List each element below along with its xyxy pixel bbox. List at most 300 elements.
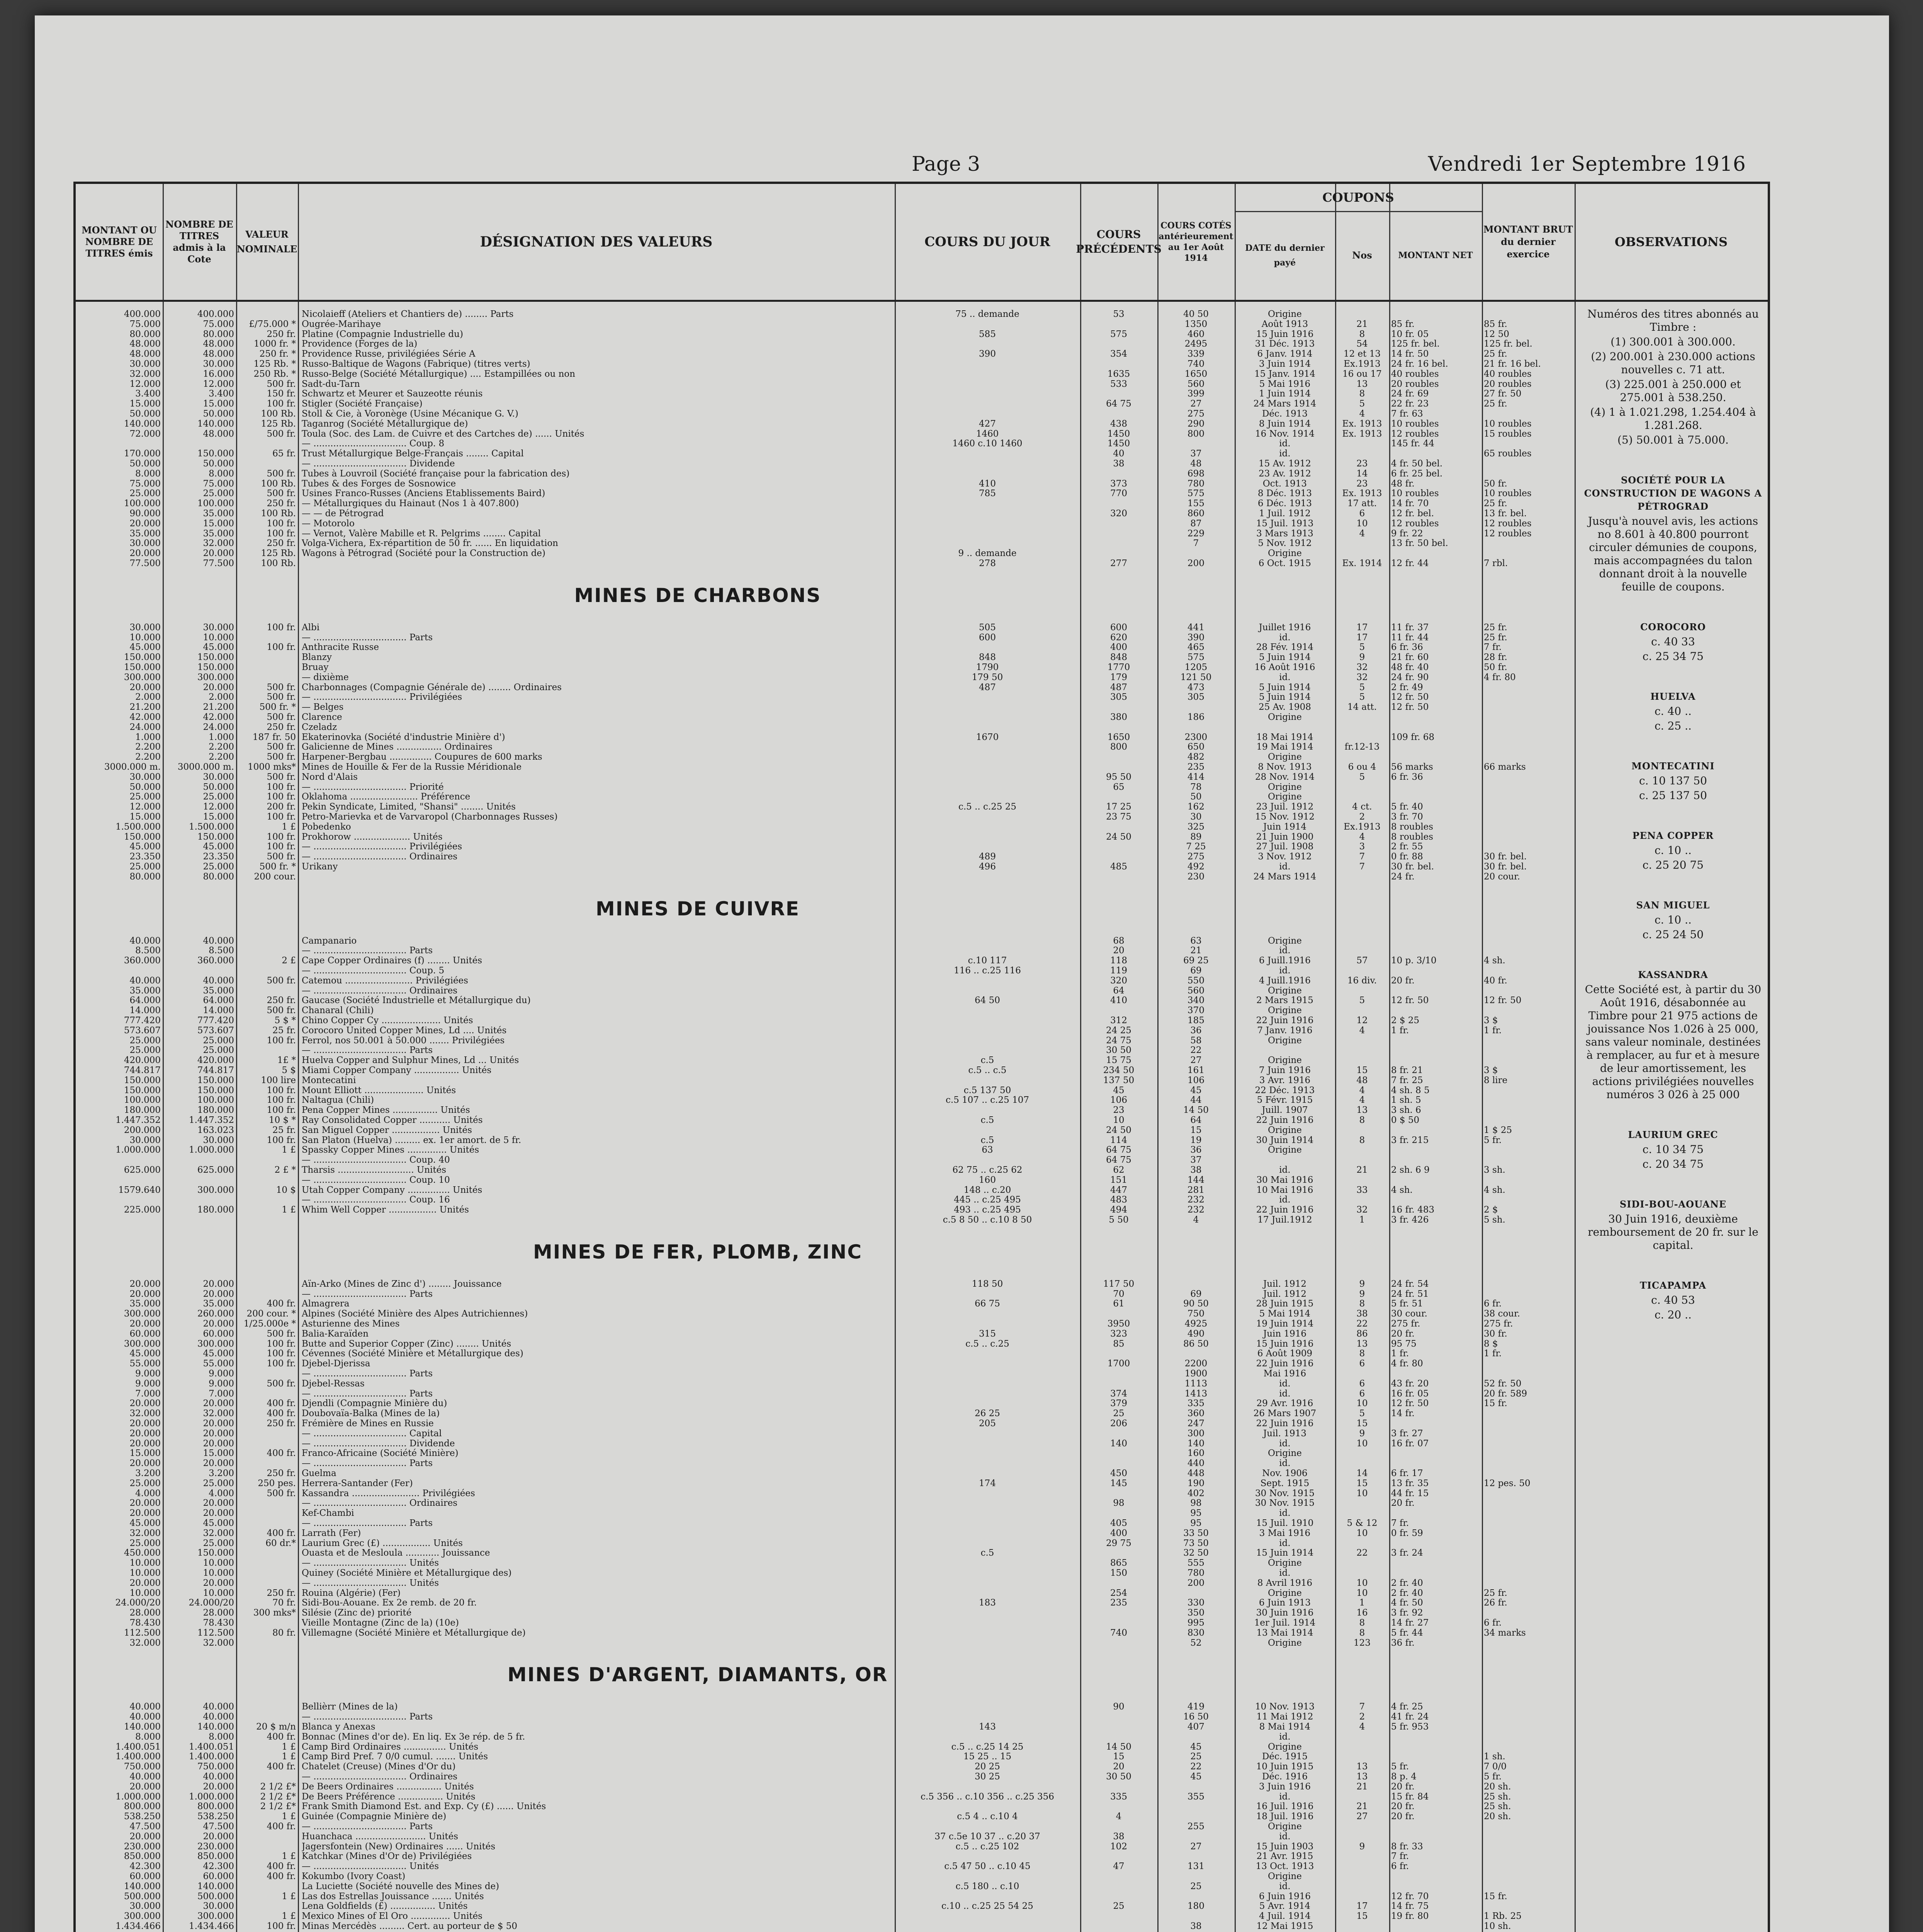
- observation-text: 30 Juin 1916, deuxième remboursement de 20 fr. sur le capital.: [1588, 1213, 1758, 1252]
- cell-designation: Silésie (Zinc de) priorité: [302, 1608, 412, 1618]
- cell-cours-anterieur: 780: [1187, 1568, 1204, 1578]
- table-row: [76, 1812, 1768, 1821]
- cell-date-paye: 5 Avr. 1914: [1259, 1901, 1311, 1912]
- cell-valeur: 500 fr.: [267, 1006, 296, 1016]
- cell-date-paye: 22 Déc. 1913: [1255, 1085, 1315, 1095]
- cell-date-paye: 30 Nov. 1915: [1255, 1488, 1315, 1498]
- cell-date-paye: 5 Mai 1914: [1259, 1309, 1311, 1319]
- cell-cours-anterieur: 37: [1190, 1155, 1202, 1165]
- cell-nombre: 20.000: [203, 1782, 234, 1792]
- cell-cours-precedent: 575: [1110, 329, 1127, 339]
- cell-nombre: 14.000: [203, 1006, 234, 1016]
- cell-cours-anterieur: 106: [1187, 1075, 1204, 1085]
- cell-montant-net: 1 fr.: [1391, 1349, 1409, 1359]
- cell-cours-precedent: 234 50: [1103, 1066, 1135, 1075]
- cell-cours-anterieur: 860: [1187, 509, 1204, 519]
- cell-cours-jour: c.5 .. c.5: [968, 1066, 1007, 1075]
- cell-cours-anterieur: 131: [1187, 1862, 1204, 1872]
- cell-numero: 8: [1359, 1135, 1365, 1145]
- cell-montant: 21.200: [129, 702, 161, 713]
- observation-heading: SOCIÉTÉ POUR LA CONSTRUCTION DE WAGONS A PÉTROGRAD: [1584, 474, 1762, 512]
- cell-designation: — Vernot, Valère Mabille et R. Pelgrims ........ Capital: [302, 529, 541, 539]
- cell-cours-anterieur: 73 50: [1183, 1538, 1209, 1548]
- table-row: [76, 519, 1768, 529]
- cell-cours-anterieur: 36: [1190, 1026, 1202, 1036]
- cell-cours-precedent: 40: [1113, 449, 1125, 459]
- cell-montant-net: 8 roubles: [1391, 832, 1434, 842]
- cell-cours-precedent: 450: [1110, 1469, 1127, 1478]
- cell-date-paye: Nov. 1906: [1262, 1469, 1308, 1478]
- cell-montant-net: 48 fr. 40: [1391, 663, 1429, 672]
- cell-cours-anterieur: 27: [1190, 399, 1202, 409]
- cell-valeur: 100 fr.: [267, 1105, 296, 1116]
- cell-montant: 75.000: [129, 319, 161, 329]
- cell-cours-anterieur: 355: [1187, 1792, 1204, 1802]
- cell-cours-precedent: 206: [1110, 1419, 1127, 1429]
- cell-date-paye: Origine: [1268, 1006, 1302, 1016]
- cell-montant: 80.000: [129, 872, 161, 882]
- cell-valeur: 500 fr.: [267, 976, 296, 986]
- cell-cours-anterieur: 162: [1187, 802, 1204, 812]
- cell-cours-jour: c.5 4 .. c.10 4: [957, 1812, 1018, 1822]
- cell-nombre: 163.023: [197, 1125, 234, 1135]
- cell-montant-brut: 20 cour.: [1484, 872, 1520, 882]
- cell-cours-precedent: 179: [1110, 672, 1127, 682]
- cell-montant: 20.000: [129, 1439, 161, 1449]
- cell-montant: 30.000: [129, 1135, 161, 1145]
- cell-numero: 10: [1356, 1399, 1368, 1409]
- cell-cours-precedent: 865: [1110, 1558, 1127, 1568]
- cell-designation: Taganrog (Société Métallurgique de): [302, 419, 468, 429]
- cell-nombre: 100.000: [197, 1095, 234, 1105]
- cell-montant: 400.000: [124, 310, 161, 319]
- cell-cours-precedent: 102: [1110, 1842, 1127, 1852]
- table-row: [76, 1309, 1768, 1319]
- table-body: [76, 302, 1768, 1932]
- table-row: [76, 1136, 1768, 1145]
- cell-designation: Sidi-Bou-Aouane. Ex 2e remb. de 20 fr.: [302, 1598, 477, 1608]
- cell-cours-jour: 205: [979, 1419, 996, 1429]
- cell-date-paye: 23 Juil. 1912: [1256, 802, 1314, 812]
- observation-text: c. 40 ..: [1655, 705, 1692, 718]
- observation-heading: HUELVA: [1650, 691, 1696, 702]
- table-row: [76, 1459, 1768, 1468]
- table-row: [76, 439, 1768, 449]
- cell-montant: 1.000.000: [115, 1145, 161, 1155]
- cell-date-paye: id.: [1279, 1195, 1291, 1205]
- cell-cours-jour: c.5 .. c.25 102: [955, 1842, 1019, 1852]
- cell-valeur: 400 fr.: [267, 1399, 296, 1409]
- cell-montant-net: 20 fr.: [1391, 1812, 1415, 1822]
- cell-montant: 777.420: [124, 1016, 161, 1026]
- cell-valeur: 1000 mks*: [248, 762, 296, 772]
- cell-nombre: 50.000: [203, 459, 234, 469]
- cell-designation: — ................................. Parts: [302, 1046, 433, 1056]
- cell-cours-precedent: 64 75: [1106, 1145, 1131, 1155]
- cell-numero: 17: [1356, 1901, 1368, 1912]
- cell-cours-jour: 15 25 .. 15: [963, 1752, 1012, 1762]
- cell-cours-jour: 315: [979, 1329, 996, 1339]
- cell-nombre: 30.000: [203, 359, 234, 369]
- cell-designation: Kokumbo (Ivory Coast): [302, 1872, 406, 1881]
- cell-montant: 15.000: [129, 1449, 161, 1459]
- cell-montant: 75.000: [129, 479, 161, 489]
- cell-nombre: 260.000: [197, 1309, 234, 1319]
- table-row: [76, 966, 1768, 976]
- cell-montant-net: 8 p. 4: [1391, 1772, 1417, 1782]
- cell-cours-jour: c.5 47 50 .. c.10 45: [944, 1862, 1031, 1872]
- cell-montant: 800.000: [124, 1802, 161, 1812]
- cell-cours-jour: 26 25: [975, 1409, 1000, 1419]
- cell-valeur: 100 fr.: [267, 1095, 296, 1105]
- cell-date-paye: 15 Juin 1916: [1256, 1339, 1314, 1349]
- cell-designation: Frémière de Mines en Russie: [302, 1419, 434, 1429]
- observation-text: (2) 200.001 à 230.000 actions nouvelles c. 71 att.: [1591, 350, 1755, 376]
- cell-cours-anterieur: 419: [1187, 1702, 1204, 1712]
- cell-cours-anterieur: 232: [1187, 1195, 1204, 1205]
- observation-text: c. 20 ..: [1655, 1308, 1692, 1321]
- cell-cours-anterieur: 121 50: [1180, 672, 1212, 682]
- cell-numero: 32: [1356, 672, 1368, 682]
- cell-numero: 9: [1359, 653, 1365, 663]
- cell-cours-anterieur: 275: [1187, 409, 1204, 419]
- cell-date-paye: 16 Nov. 1914: [1255, 429, 1315, 439]
- cell-montant: 300.000: [124, 1912, 161, 1922]
- cell-valeur: 100 fr.: [267, 792, 296, 802]
- cell-numero: 32: [1356, 663, 1368, 672]
- cell-montant-net: 12 roubles: [1391, 519, 1439, 529]
- cell-valeur: 500 fr.: [267, 1488, 296, 1498]
- cell-numero: 86: [1356, 1329, 1368, 1339]
- cell-montant-net: 275 fr.: [1391, 1319, 1420, 1329]
- cell-valeur: 250 fr.: [267, 1469, 296, 1478]
- cell-date-paye: 7 Juin 1916: [1259, 1066, 1311, 1075]
- cell-designation: Tharsis ........................... Unités: [302, 1165, 447, 1175]
- cell-nombre: 24.000: [203, 722, 234, 732]
- cell-montant: 20.000: [129, 682, 161, 692]
- cell-montant-net: 20 fr.: [1391, 1329, 1415, 1339]
- cell-montant-brut: 40 fr.: [1484, 976, 1507, 986]
- cell-cours-precedent: 119: [1110, 966, 1127, 976]
- table-row: [76, 1026, 1768, 1036]
- cell-cours-precedent: 65: [1113, 782, 1125, 792]
- cell-cours-precedent: 848: [1110, 653, 1127, 663]
- cell-date-paye: 18 Juil. 1916: [1256, 1812, 1314, 1822]
- cell-nombre: 420.000: [197, 1056, 234, 1066]
- cell-montant: 48.000: [129, 339, 161, 349]
- cell-montant: 25.000: [129, 1478, 161, 1488]
- cell-date-paye: 3 Juin 1916: [1259, 1782, 1311, 1792]
- cell-valeur: £/75.000 *: [249, 319, 296, 329]
- table-row: [76, 1539, 1768, 1548]
- cell-cours-jour: 1460 c.10 1460: [952, 439, 1023, 449]
- cell-designation: Mines de Houille & Fer de la Russie Méridionale: [302, 762, 522, 772]
- cell-date-paye: id.: [1279, 862, 1291, 872]
- cell-montant-net: 36 fr.: [1391, 1638, 1415, 1648]
- table-row: [76, 1509, 1768, 1518]
- cell-designation: Guinée (Compagnie Minière de): [302, 1812, 447, 1822]
- cell-numero: 22: [1356, 1548, 1368, 1558]
- page-date: Vendredi 1er Septembre 1916: [1428, 153, 1746, 176]
- cell-valeur: 100 fr.: [267, 1922, 296, 1931]
- cell-montant-net: 85 fr.: [1391, 319, 1415, 329]
- observation-heading: LAURIUM GREC: [1628, 1129, 1718, 1140]
- cell-designation: Huelva Copper and Sulphur Mines, Ld ... Unités: [302, 1056, 519, 1066]
- cell-designation: Schwartz et Meurer et Sauzeotte réunis: [302, 389, 483, 399]
- cell-designation: Providence (Forges de la): [302, 339, 418, 349]
- cell-montant-net: 8 roubles: [1391, 822, 1434, 832]
- cell-montant-net: 7 fr.: [1391, 1852, 1409, 1862]
- cell-designation: Charbonnages (Compagnie Générale de) ........ Ordinaires: [302, 682, 562, 692]
- cell-cours-anterieur: 69: [1190, 966, 1202, 976]
- cell-designation: Kassandra ........................ Privilégiées: [302, 1488, 475, 1498]
- cell-valeur: 100 fr.: [267, 519, 296, 529]
- cell-cours-precedent: 90: [1113, 1702, 1125, 1712]
- cell-valeur: 500 fr.: [267, 1329, 296, 1339]
- cell-cours-precedent: 335: [1110, 1792, 1127, 1802]
- cell-cours-precedent: 483: [1110, 1195, 1127, 1205]
- cell-cours-anterieur: 52: [1190, 1638, 1202, 1648]
- cell-montant-brut: 12 50: [1484, 329, 1509, 339]
- cell-nombre: 2.200: [209, 752, 234, 762]
- cell-montant-brut: 25 fr.: [1484, 349, 1507, 359]
- table-row: [76, 1419, 1768, 1429]
- cell-valeur: 500 fr.: [267, 1379, 296, 1389]
- cell-montant-net: 30 fr. bel.: [1391, 862, 1434, 872]
- cell-numero: 5: [1359, 692, 1365, 702]
- cell-date-paye: 15 Juil. 1913: [1256, 519, 1314, 529]
- cell-date-paye: 5 Juin 1914: [1259, 692, 1311, 702]
- cell-nombre: 20.000: [203, 1509, 234, 1519]
- cell-montant: 80.000: [129, 329, 161, 339]
- cell-date-paye: id.: [1279, 1881, 1291, 1891]
- table-row: [76, 399, 1768, 409]
- cell-montant: 45.000: [129, 1349, 161, 1359]
- cell-designation: — ................................. Parts: [302, 946, 433, 956]
- cell-designation: Chino Copper Cy ..................... Unités: [302, 1016, 473, 1026]
- table-row: [76, 1205, 1768, 1215]
- cell-montant: 8.500: [135, 946, 161, 956]
- cell-nombre: 150.000: [197, 1075, 234, 1085]
- table-row: [76, 852, 1768, 862]
- cell-designation: Bruay: [302, 663, 329, 672]
- cell-montant: 180.000: [124, 1105, 161, 1116]
- cell-montant: 150.000: [124, 1085, 161, 1095]
- cell-montant-net: 5 fr. 51: [1391, 1299, 1423, 1309]
- cell-nombre: 80.000: [203, 329, 234, 339]
- cell-montant-brut: 5 sh.: [1484, 1215, 1505, 1225]
- cell-montant-brut: 20 sh.: [1484, 1812, 1511, 1822]
- cell-designation: Ougrée-Marihaye: [302, 319, 381, 329]
- cell-designation: Urikany: [302, 862, 338, 872]
- cell-cours-precedent: 47: [1113, 1862, 1125, 1872]
- cell-cours-precedent: 117 50: [1103, 1279, 1135, 1289]
- cell-montant: 23.350: [129, 852, 161, 862]
- cell-designation: Laurium Grec (£) ................. Unités: [302, 1538, 463, 1548]
- cell-montant: 90.000: [129, 509, 161, 519]
- cell-cours-anterieur: 95: [1190, 1519, 1202, 1528]
- section-heading: MINES DE CUIVRE: [595, 897, 800, 920]
- cell-nombre: 50.000: [203, 782, 234, 792]
- cell-valeur: 100 fr.: [267, 842, 296, 852]
- cell-montant: 750.000: [124, 1762, 161, 1772]
- table-row: [76, 956, 1768, 966]
- cell-nombre: 8.000: [209, 1732, 234, 1742]
- cell-cours-precedent: 20: [1113, 1762, 1125, 1772]
- table-row: [76, 1116, 1768, 1125]
- table-row: [76, 1922, 1768, 1931]
- cell-cours-precedent: 354: [1110, 349, 1127, 359]
- cell-montant-net: 24 fr. 90: [1391, 672, 1429, 682]
- cell-nombre: 16.000: [203, 369, 234, 379]
- cell-cours-anterieur: 402: [1187, 1488, 1204, 1498]
- observation-text: (1) 300.001 à 300.000.: [1610, 335, 1736, 348]
- cell-nombre: 777.420: [197, 1016, 234, 1026]
- cell-cours-anterieur: 185: [1187, 1016, 1204, 1026]
- cell-montant-brut: 21 fr. 16 bel.: [1484, 359, 1541, 369]
- cell-montant: 10.000: [129, 1558, 161, 1568]
- cell-date-paye: Origine: [1268, 1145, 1302, 1155]
- cell-designation: — ................................. Parts: [302, 1369, 433, 1379]
- cell-cours-jour: 118 50: [972, 1279, 1003, 1289]
- table-row: [76, 663, 1768, 672]
- cell-montant-brut: 26 fr.: [1484, 1598, 1507, 1608]
- cell-montant: 8.000: [135, 469, 161, 479]
- cell-date-paye: Juin 1914: [1263, 822, 1307, 832]
- cell-numero: 14: [1356, 469, 1368, 479]
- cell-numero: 6: [1359, 1389, 1365, 1399]
- cell-nombre: 15.000: [203, 812, 234, 822]
- cell-date-paye: 3 Avr. 1916: [1259, 1075, 1311, 1085]
- cell-date-paye: 6 Janv. 1914: [1257, 349, 1313, 359]
- cell-numero: 21: [1356, 1802, 1368, 1812]
- cell-designation: Czeladz: [302, 722, 337, 732]
- cell-numero: 8: [1359, 1628, 1365, 1638]
- cell-designation: Kef-Chambi: [302, 1509, 354, 1519]
- cell-valeur: 2 £: [282, 956, 296, 966]
- cell-nombre: 180.000: [197, 1105, 234, 1116]
- table-row: [76, 1126, 1768, 1135]
- cell-montant: 10.000: [129, 1568, 161, 1578]
- cell-montant: 50.000: [129, 782, 161, 792]
- cell-date-paye: id.: [1279, 966, 1291, 976]
- cell-montant-net: 8 fr. 21: [1391, 1066, 1423, 1075]
- table-row: [76, 1319, 1768, 1329]
- cell-cours-anterieur: 27: [1190, 1842, 1202, 1852]
- cell-nombre: 750.000: [197, 1762, 234, 1772]
- cell-date-paye: 2 Mars 1915: [1256, 996, 1313, 1006]
- cell-cours-jour: 179 50: [972, 672, 1003, 682]
- cell-montant: 42.300: [129, 1862, 161, 1872]
- cell-montant-brut: 3 $: [1484, 1016, 1498, 1026]
- cell-numero: 15: [1356, 1478, 1368, 1488]
- cell-nombre: 45.000: [203, 1519, 234, 1528]
- cell-montant-brut: 50 fr.: [1484, 663, 1507, 672]
- table-row: [76, 1742, 1768, 1752]
- cell-valeur: 10 $: [276, 1185, 296, 1195]
- cell-cours-precedent: 4: [1116, 1812, 1122, 1822]
- table-row: [76, 713, 1768, 722]
- cell-cours-anterieur: 14 50: [1183, 1105, 1209, 1116]
- cell-montant: 32.000: [129, 1638, 161, 1648]
- cell-valeur: 25 fr.: [272, 1026, 296, 1036]
- cell-designation: Ekaterinovka (Société d'industrie Minière d'): [302, 732, 505, 742]
- cell-valeur: 1 £: [282, 1812, 296, 1822]
- cell-date-paye: Origine: [1268, 1056, 1302, 1066]
- table-row: [76, 1588, 1768, 1598]
- cell-cours-anterieur: 69: [1190, 1289, 1202, 1299]
- cell-montant-brut: 1 Rb. 25: [1484, 1912, 1522, 1922]
- cell-montant-brut: 6 fr.: [1484, 1618, 1502, 1628]
- cell-montant-net: 0 $ 50: [1391, 1116, 1420, 1125]
- cell-cours-jour: 445 .. c.25 495: [954, 1195, 1021, 1205]
- cell-date-paye: 29 Avr. 1916: [1256, 1399, 1313, 1409]
- cell-numero: 15: [1356, 1912, 1368, 1922]
- cell-cours-anterieur: 89: [1190, 832, 1202, 842]
- cell-montant: 25.000: [129, 792, 161, 802]
- cell-montant: 72.000: [129, 429, 161, 439]
- cell-nombre: 15.000: [203, 399, 234, 409]
- observation-text: Jusqu'à nouvel avis, les actions no 8.601 à 40.800 pourront circuler démunies de coupons, mais accompagnées du talon donnant droit à la nouvelle feuille de coupons.: [1588, 515, 1758, 593]
- cell-cours-precedent: 29 75: [1106, 1538, 1131, 1548]
- cell-date-paye: 1er Juil. 1914: [1254, 1618, 1316, 1628]
- table-row: [76, 872, 1768, 882]
- table-row: [76, 330, 1768, 339]
- cell-designation: Katchkar (Mines d'Or de) Privilégiées: [302, 1852, 472, 1862]
- cell-numero: 17 att.: [1347, 499, 1377, 509]
- cell-nombre: 3000.000 m.: [177, 762, 234, 772]
- cell-montant: 3.400: [135, 389, 161, 399]
- cell-valeur: 500 fr.: [267, 489, 296, 499]
- cell-montant-brut: 25 fr.: [1484, 633, 1507, 643]
- cell-numero: 8: [1359, 1299, 1365, 1309]
- cell-nombre: 9.000: [209, 1379, 234, 1389]
- cell-valeur: 250 fr.: [267, 1419, 296, 1429]
- cell-cours-jour: 1670: [976, 732, 999, 742]
- cell-nombre: 20.000: [203, 1399, 234, 1409]
- cell-numero: Ex. 1914: [1342, 559, 1382, 568]
- cell-designation: Petro-Marievka et de Varvaropol (Charbonnages Russes): [302, 812, 558, 822]
- cell-numero: 21: [1356, 1782, 1368, 1792]
- page-number: Page 3: [912, 153, 980, 176]
- cell-date-paye: Origine: [1268, 310, 1302, 319]
- cell-date-paye: Origine: [1268, 1822, 1302, 1832]
- cell-valeur: 100 fr.: [267, 643, 296, 653]
- table-row: [76, 996, 1768, 1005]
- cell-montant-brut: 3 $: [1484, 1066, 1498, 1075]
- cell-montant-net: 14 fr.: [1391, 1409, 1415, 1419]
- cell-nombre: 10.000: [203, 1568, 234, 1578]
- cell-date-paye: 10 Nov. 1913: [1255, 1702, 1315, 1712]
- cell-montant: 100.000: [124, 499, 161, 509]
- cell-montant-net: 6 fr.: [1391, 1862, 1409, 1872]
- cell-montant-brut: 7 fr.: [1484, 643, 1502, 653]
- table-row: [76, 812, 1768, 822]
- cell-date-paye: 8 Juin 1914: [1259, 419, 1311, 429]
- header-coupons: COUPONS: [1235, 184, 1482, 212]
- cell-montant-net: 20 fr.: [1391, 1802, 1415, 1812]
- cell-cours-precedent: 374: [1110, 1389, 1127, 1399]
- cell-numero: 3: [1359, 842, 1365, 852]
- cell-nombre: 40.000: [203, 1702, 234, 1712]
- cell-montant-brut: 10 roubles: [1484, 419, 1532, 429]
- cell-cours-jour: 487: [979, 682, 996, 692]
- cell-valeur: 20 $ m/n: [256, 1722, 296, 1732]
- cell-montant-net: 6 fr. 36: [1391, 772, 1423, 782]
- cell-cours-precedent: 145: [1110, 1478, 1127, 1488]
- cell-montant-net: 48 fr.: [1391, 479, 1415, 489]
- cell-montant: 573.607: [124, 1026, 161, 1036]
